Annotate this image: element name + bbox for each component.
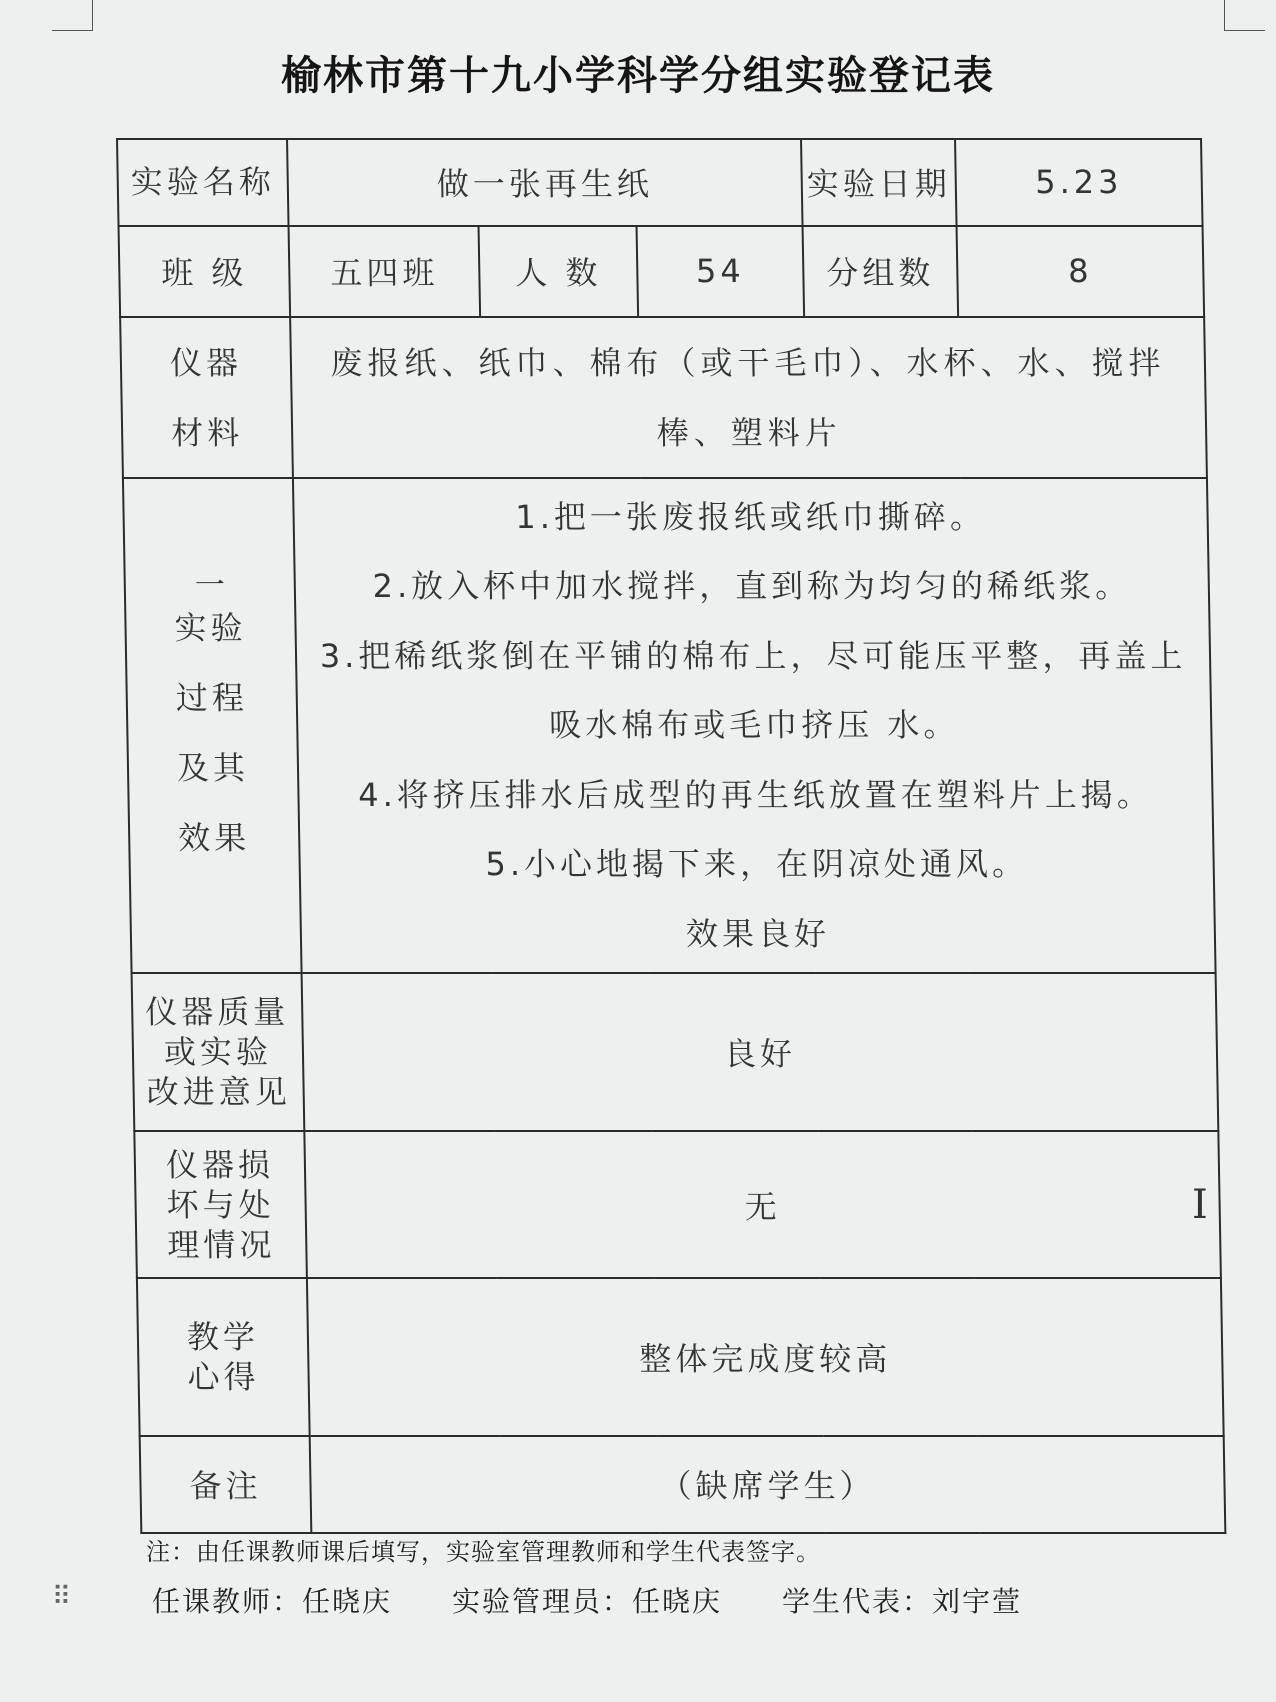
materials-label: 仪器 材料 (120, 317, 293, 479)
crop-mark-top-left (52, 0, 93, 31)
process-step: 2.放入杯中加水搅拌，直到称为均匀的稀纸浆。 (372, 567, 1132, 606)
teaching-label: 教学 心得 (137, 1278, 310, 1436)
process-step: 4.将挤压排水后成型的再生纸放置在塑料片上揭。 (357, 775, 1154, 814)
process-step: 吸水棉布或毛巾挤压 水。 (548, 706, 960, 745)
row-process (123, 478, 1216, 973)
process-steps[interactable] (293, 478, 1216, 973)
experiment-date-value[interactable]: 5.23 (955, 139, 1203, 226)
document-title: 榆林市第十九小学科学分组实验登记表 (281, 52, 995, 99)
process-label: 一 实验 过程 及其 效果 (123, 478, 302, 973)
row-teaching (137, 1278, 1224, 1436)
materials-value[interactable]: 废报纸、纸巾、棉布（或干毛巾）、水杯、水、搅拌 棒、塑料片 (290, 317, 1207, 479)
footnote: 注：由任课教师课后填写，实验室管理教师和学生代表签字。 (146, 1538, 821, 1566)
damage-value[interactable]: 无 (304, 1131, 1221, 1278)
row-materials (120, 317, 1207, 479)
process-result: 效果良好 (685, 914, 831, 953)
quality-value[interactable]: 良好 (302, 973, 1219, 1131)
teaching-value[interactable]: 整体完成度较高 (307, 1278, 1224, 1436)
damage-label: 仪器损 坏与处 理情况 (134, 1131, 307, 1278)
crop-mark-top-right (1224, 0, 1265, 31)
process-label-mark: 一 (194, 567, 226, 603)
class-value[interactable]: 五四班 (289, 226, 481, 317)
process-step: 1.把一张废报纸或纸巾撕碎。 (514, 497, 987, 536)
group-count-value[interactable]: 8 (957, 226, 1205, 317)
process-step: 5.小心地揭下来，在阴凉处通风。 (485, 845, 1029, 884)
quality-label: 仪器质量 或实验 改进意见 (132, 973, 305, 1131)
remarks-label: 备注 (140, 1436, 312, 1533)
drag-handle-icon[interactable]: ⠿ (52, 1582, 72, 1612)
student-count-label: 人 数 (479, 226, 639, 317)
lab-admin-signature[interactable]: 实验管理员：任晓庆 (452, 1585, 723, 1618)
row-remarks (140, 1436, 1226, 1533)
teacher-signature[interactable]: 任课教师：任晓庆 (152, 1585, 393, 1618)
group-count-label: 分组数 (803, 226, 959, 317)
row-damage (134, 1131, 1221, 1278)
experiment-name-value[interactable]: 做一张再生纸 (287, 139, 803, 226)
process-step: 3.把稀纸浆倒在平铺的棉布上，尽可能压平整，再盖上 (319, 636, 1187, 675)
row-class-info (119, 226, 1205, 317)
experiment-date-label: 实验日期 (801, 139, 957, 226)
row-quality (132, 973, 1219, 1131)
remarks-value[interactable]: （缺席学生） (310, 1436, 1226, 1533)
class-label: 班 级 (119, 226, 291, 317)
text-cursor-icon: I (1192, 1182, 1208, 1228)
student-rep-signature[interactable]: 学生代表：刘宇萱 (782, 1585, 1023, 1618)
experiment-name-label: 实验名称 (117, 139, 289, 226)
row-experiment-name (117, 139, 1203, 226)
signature-line (152, 1580, 1152, 1620)
student-count-value[interactable]: 54 (637, 226, 805, 317)
experiment-register-table (116, 138, 1226, 1534)
